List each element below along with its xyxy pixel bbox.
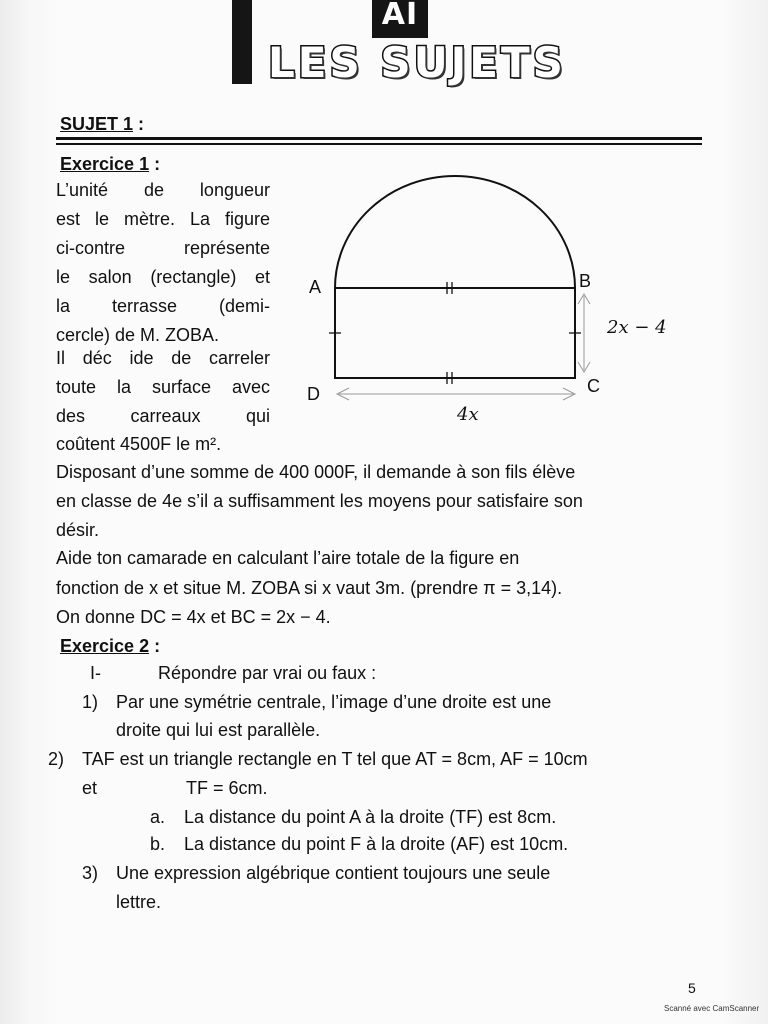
exercise-1-text-line: le salon (rectangle) et — [56, 267, 270, 287]
exercise-1-text-line: ci-contre représente — [56, 238, 270, 258]
exercise-1-heading-text: Exercice 1 — [60, 154, 150, 174]
exercise-1-paragraph-line: Disposant d’une somme de 400 000F, il demande à son fils élève — [56, 462, 576, 482]
exercise-1-text-line: Il déc ide de carreler — [56, 348, 270, 368]
rectangle-salon — [335, 288, 575, 378]
exercise-1-heading-suffix: : — [149, 154, 161, 174]
exercise-2-heading — [60, 632, 160, 661]
sujet-label — [60, 114, 144, 135]
part-number: I- — [90, 663, 101, 683]
vertex-label-d: D — [307, 384, 320, 404]
part-instruction: Répondre par vrai ou faux : — [158, 663, 377, 683]
divider-rule — [56, 143, 702, 145]
sub-item-a-text: La distance du point A à la droite (TF) est 8cm. — [184, 807, 557, 827]
exercise-2-heading-text: Exercice 2 — [60, 636, 150, 656]
exercise-1-text-line: cercle) de M. ZOBA. — [56, 325, 220, 345]
item-1-line: droite qui lui est parallèle. — [116, 720, 321, 740]
exercise-1-paragraph-line: en classe de 4e s’il a suffisamment les moyens pour satisfaire son — [56, 491, 583, 511]
header-ai-box: AI — [372, 0, 428, 38]
exercise-1-paragraph-line: Aide ton camarade en calculant l’aire totale de la figure en — [56, 548, 520, 568]
exercise-1-text-line: toute la surface avec — [56, 377, 270, 397]
exercise-1-paragraph-line: désir. — [56, 520, 100, 540]
exercise-1-text-line: la terrasse (demi- — [56, 296, 270, 316]
vertex-label-b: B — [579, 271, 592, 291]
item-3-line: Une expression algébrique contient toujours une seule — [116, 863, 551, 883]
header-title: LES SUJETS — [268, 38, 566, 87]
vertex-label-c: C — [587, 376, 600, 396]
header-bar — [232, 0, 252, 84]
sujet-label-suffix: : — [133, 114, 145, 134]
item-1-number: 1) — [82, 692, 99, 712]
exercise-1-paragraph-line: fonction de x et situe M. ZOBA si x vaut 3m. (prendre π = 3,14). — [56, 578, 563, 598]
exercise-1-text-line: coûtent 4500F le m². — [56, 434, 222, 454]
divider-rule — [56, 137, 702, 140]
exercise-1-text-line: des carreaux qui — [56, 406, 270, 426]
scanner-watermark: Scanné avec CamScanner — [664, 1004, 760, 1013]
dimension-label-bc: 2x − 4 — [607, 317, 667, 338]
page-number: 5 — [688, 980, 696, 996]
sub-item-b-text: La distance du point F à la droite (AF) est 10cm. — [184, 834, 569, 854]
item-3-number: 3) — [82, 863, 99, 883]
item-2-et: et — [82, 778, 98, 798]
exercise-1-heading — [60, 150, 160, 179]
sujet-label-text: SUJET 1 — [60, 114, 134, 134]
sub-item-a-letter: a. — [150, 807, 166, 827]
semicircle-terrasse — [335, 176, 575, 288]
dimension-label-dc: 4x — [457, 404, 479, 425]
item-1-line: Par une symétrie centrale, l’image d’une droite est une — [116, 692, 552, 712]
vertex-label-a: A — [309, 277, 322, 297]
item-2-number: 2) — [48, 749, 65, 769]
item-2-tf: TF = 6cm. — [186, 778, 268, 798]
exercise-1-text-line: est le mètre. La figure — [56, 209, 270, 229]
exercise-1-text-line: L’unité de longueur — [56, 180, 270, 200]
salon-terrasse-figure — [295, 170, 695, 432]
item-2-line: TAF est un triangle rectangle en T tel que AT = 8cm, AF = 10cm — [82, 749, 588, 769]
exercise-2-heading-suffix: : — [149, 636, 161, 656]
item-3-line: lettre. — [116, 892, 162, 912]
sub-item-b-letter: b. — [150, 834, 166, 854]
exercise-1-paragraph-line: On donne DC = 4x et BC = 2x − 4. — [56, 607, 331, 627]
